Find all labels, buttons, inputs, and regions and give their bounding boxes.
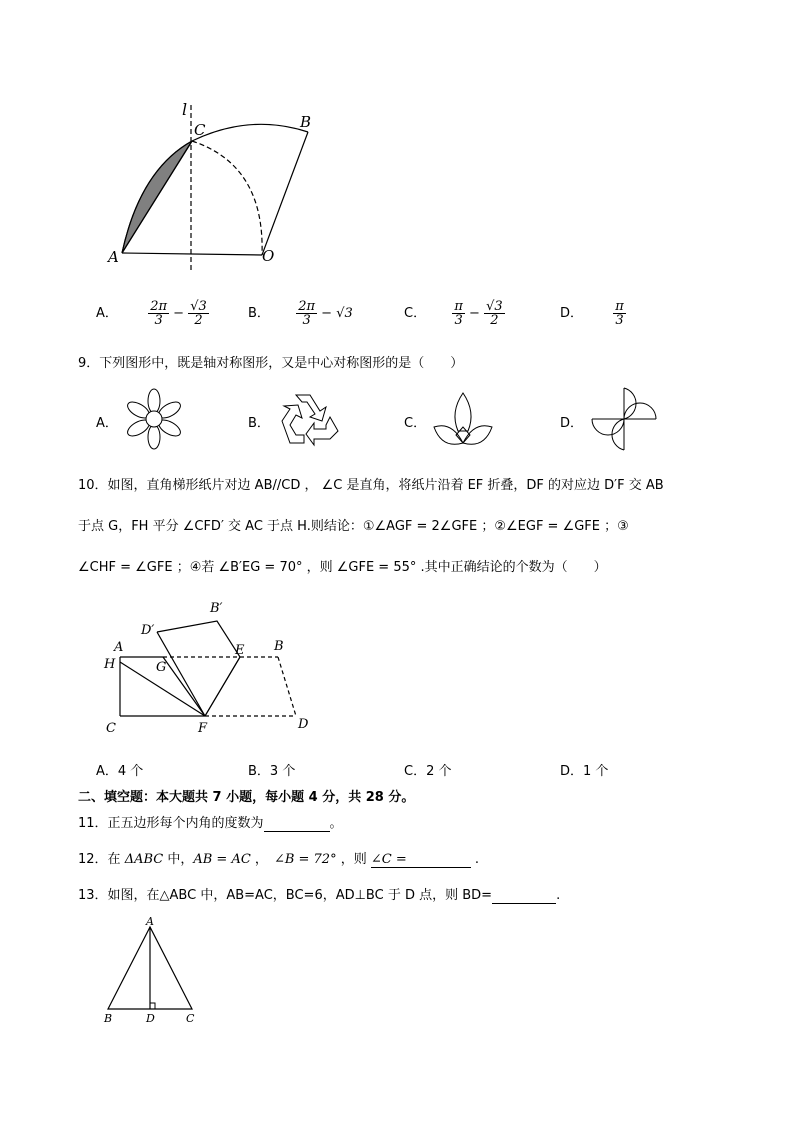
q11-answer-blank[interactable] — [264, 816, 330, 832]
q11 — [78, 812, 343, 832]
q8-option-b-letter: B． — [248, 306, 270, 321]
q13 — [78, 884, 560, 904]
q10-label-G: G — [156, 660, 167, 675]
q12-mid: 中， — [163, 852, 194, 867]
q8-dashed-arc-CO — [192, 141, 262, 255]
q9-option-c-letter: C． — [404, 416, 427, 431]
lotus-figure — [430, 387, 496, 449]
q12 — [78, 848, 479, 868]
q12-end: . — [474, 852, 479, 867]
q8-option-c — [404, 300, 505, 327]
q10-label-A: A — [114, 640, 124, 655]
q13-label-A: A — [146, 915, 154, 928]
q8-line-BO — [262, 132, 308, 255]
q8-label-A: A — [108, 248, 119, 266]
q8-chord-AC — [122, 141, 192, 253]
q10-label-H: H — [104, 657, 116, 672]
q10-figure — [100, 596, 330, 746]
q12-then: ，则 — [336, 852, 371, 867]
q9-option-a-letter: A． — [96, 416, 118, 431]
q8-line-AO — [122, 253, 262, 255]
q10-label-Bp: B′ — [210, 601, 223, 616]
q10-option-c: C．2 个 — [404, 764, 452, 779]
flower-figure — [122, 387, 186, 451]
q8-option-b-rest: − √3 — [321, 306, 353, 321]
q10-option-d: D．1 个 — [560, 764, 609, 779]
q8-option-a-letter: A． — [96, 306, 118, 321]
q8-option-a — [96, 300, 209, 327]
q8-option-c-minus: − — [469, 306, 480, 321]
q10-line1: 10．如图，直角梯形纸片对边 AB//CD ， ∠C 是直角，将纸片沿着 EF 折叠，DF 的对应边 D′F 交 AB — [78, 478, 664, 493]
q8-option-c-frac2: $\frac{√3}{2}$ — [486, 299, 503, 328]
recycle-figure — [276, 389, 342, 449]
q9-option-d-letter: D． — [560, 416, 584, 431]
q10-label-C: C — [106, 721, 116, 736]
q8-option-c-frac1: $\frac{\pi}{3}$ — [454, 299, 463, 328]
q8-option-d-letter: D． — [560, 306, 584, 321]
q8-label-C: C — [194, 121, 206, 139]
q8-option-a-frac1: $\frac{2\pi}{3}$ — [150, 299, 168, 328]
q10-line2: 于点 G，FH 平分 ∠CFD′ 交 AC 于点 H.则结论：①∠AGF = 2∠GFE ；②∠EGF = ∠GFE ；③ — [78, 519, 629, 534]
q10-label-D: D — [298, 717, 309, 732]
q8-label-B: B — [300, 113, 312, 131]
q12-cond3: ∠B = 72° — [273, 852, 337, 867]
q10-line3: ∠CHF = ∠GFE ；④若 ∠B′EG = 70° ，则 ∠GFE = 55° .其中正确结论的个数为（ ） — [78, 560, 607, 575]
q8-option-a-frac2: $\frac{√3}{2}$ — [190, 299, 207, 328]
q10-option-b: B．3 个 — [248, 764, 296, 779]
q13-answer-blank[interactable] — [492, 888, 556, 904]
q10-label-F: F — [198, 721, 208, 736]
q13-label-C: C — [186, 1012, 195, 1025]
q11-text: 11．正五边形每个内角的度数为 — [78, 816, 264, 831]
q8-arc-CB — [192, 124, 308, 141]
q13-figure — [100, 915, 204, 1030]
q10-label-Dp: D′ — [141, 623, 155, 638]
q12-cond2: AB = AC — [193, 852, 251, 867]
q12-prefix: 12．在 — [78, 852, 125, 867]
q9-option-b-letter: B． — [248, 416, 270, 431]
q8-label-O: O — [262, 247, 275, 265]
pinwheel-figure — [588, 386, 658, 452]
q12-sep: ， — [250, 852, 268, 867]
q9-question: 9．下列图形中，既是轴对称图形，又是中心对称图形的是（ ） — [78, 356, 464, 371]
q13-text: 13．如图，在△ABC 中，AB=AC，BC=6，AD⊥BC 于 D 点，则 BD= — [78, 888, 493, 903]
q8-option-b-frac1: $\frac{2\pi}{3}$ — [298, 299, 316, 328]
q12-cond1: ΔABC — [124, 852, 164, 867]
q13-label-D: D — [146, 1012, 155, 1025]
q8-option-d-frac1: $\frac{\pi}{3}$ — [615, 299, 624, 328]
q10-label-E: E — [235, 643, 245, 658]
section2-title: 二、填空题：本大题共 7 小题，每小题 4 分，共 28 分。 — [78, 790, 415, 805]
q8-figure — [100, 95, 330, 280]
q13-end: . — [556, 888, 561, 903]
q11-end: 。 — [329, 816, 343, 831]
q8-label-l: l — [182, 100, 188, 119]
q10-label-B: B — [274, 639, 284, 654]
q8-option-c-letter: C． — [404, 306, 427, 321]
q8-option-b — [248, 300, 353, 327]
q8-option-a-minus: − — [173, 306, 185, 321]
q12-ask[interactable]: ∠C = — [371, 852, 471, 868]
q8-option-d — [560, 300, 626, 327]
q13-label-B: B — [104, 1012, 113, 1025]
q10-option-a: A．4 个 — [96, 764, 144, 779]
